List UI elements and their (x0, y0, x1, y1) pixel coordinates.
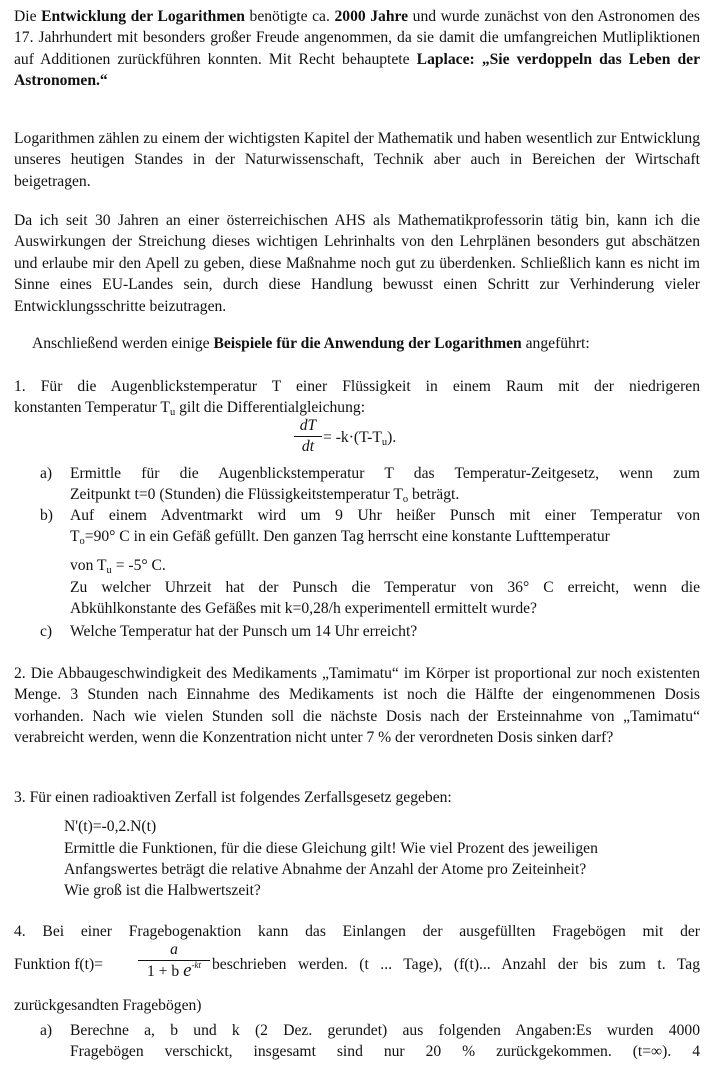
text: beträgt. (408, 486, 460, 503)
text: und wurde zunächst von den Astronomen des 17. Jahrhundert mit besonders großer Freude angenommen, da sie damit die umfangreichen Mutlipliktionen auf Additionen zurückführen konnten. Mit Recht behauptete (14, 8, 701, 68)
text: angeführt: (521, 335, 590, 352)
ex1-b-line-4: Zu welcher Uhrzeit hat der Punsch die Temperatur von 36° C erreicht, wenn die (70, 579, 700, 596)
text: konstanten Temperatur T (14, 399, 170, 416)
ex1-line-1: 1. Für die Augenblickstemperatur T einer Flüssigkeit in einem Raum mit der niedrigeren (14, 378, 700, 395)
ex1-a-label: a) (40, 465, 53, 482)
text: = -k (323, 429, 349, 446)
ex4-line-1: 4. Bei einer Fragebogenaktion kann das Einlangen der ausgefüllten Fragebögen mit der (14, 923, 700, 940)
e-symbol: e (183, 960, 192, 981)
text: T (70, 528, 80, 545)
exponent: -kt (191, 960, 202, 970)
text: · (348, 429, 354, 446)
bold-text: 2000 Jahre (334, 8, 409, 25)
intro-paragraph-2: Logarithmen zählen zu einem der wichtigsten Kapitel der Mathematik und haben wesentlich zur Entwicklung unseres heutigen Standes in der Naturwissenschaft, Technik aber auch in Bereichen der Wirtschaft beigetragen. (14, 130, 700, 190)
laplace-quote: Laplace: „Sie verdoppeln das Leben der Astronomen.“ (14, 50, 700, 90)
subscript: o (79, 536, 85, 547)
subscript: u (381, 437, 388, 448)
ex3-equation: N'(t)=-0,2.N(t) (64, 818, 157, 835)
example-2: 2. Die Abbaugeschwindigkeit des Medikaments „Tamimatu“ im Körper ist proportional zur noch existenten Menge. 3 Stunden nach Einnahme des Medikaments ist noch die Hälfte der eingenommenen Dosis vorhanden. Nach wie vielen Stunden soll die nächste Dosis nach der Ersteinnahme von „Tamimatu“ verabreicht werden, wenn die Konzentration nicht unter 7 % der verordneten Dosis sinken darf? (14, 665, 700, 747)
ex1-a-line-1: Ermittle für die Augenblickstemperatur T das Temperatur-Zeitgesetz, wenn zum (70, 465, 700, 482)
ex1-b-line-1: Auf einem Adventmarkt wird um 9 Uhr heißer Punsch mit einer Temperatur von (70, 507, 700, 524)
logistic-fraction (138, 940, 210, 983)
ex4-a-line-2: Fragebögen verschickt, insgesamt sind nur 20 % zurückgekommen. (t=∞). 4 (70, 1043, 700, 1060)
numerator: a (170, 941, 178, 958)
text: 1 + b (146, 963, 184, 980)
ex4-line-2: beschrieben werden. (t ... Tage), (f(t)... Anzahl der bis zum t. Tag (212, 956, 700, 973)
ex3-line-4: Wie groß ist die Halbwertszeit? (64, 882, 261, 899)
ex1-b-line-2 (70, 526, 700, 549)
subscript: o (402, 494, 409, 505)
text: Die (14, 8, 42, 25)
ex3-line-3: Anfangswertes beträgt die relative Abnahme der Anzahl der Atome pro Zeiteinheit? (64, 861, 587, 878)
examples-intro (32, 333, 702, 354)
bold-text: Entwicklung der Logarithmen (41, 8, 245, 25)
text: (T-T (353, 429, 382, 446)
ex1-b-line-3 (70, 555, 166, 578)
numerator: dT (299, 417, 317, 434)
ex3-line-2: Ermittle die Funktionen, für die diese Gleichung gilt! Wie viel Prozent des jeweiligen (64, 840, 598, 857)
bold-text: Beispiele für die Anwendung der Logarithmen (213, 335, 522, 352)
subscript: u (169, 407, 176, 418)
intro-paragraph-1 (14, 6, 700, 92)
fraction-dT-dt (294, 416, 322, 457)
equation-rhs (323, 427, 396, 450)
ex4-a-line-1: Berechne a, b und k (2 Dez. gerundet) aus folgenden Angaben:Es wurden 4000 (70, 1022, 700, 1039)
text: benötigte ca. (244, 8, 335, 25)
denominator: dt (301, 438, 315, 455)
ex1-b-label: b) (40, 507, 53, 524)
ex1-b-line-5: Abkühlkonstante des Gefäßes mit k=0,28/h experimentell ermittelt wurde? (70, 600, 537, 617)
text: ). (387, 429, 397, 446)
ex1-c-line-1: Welche Temperatur hat der Punsch um 14 Uhr erreicht? (70, 623, 418, 640)
text: gilt die Differentialgleichung: (175, 399, 366, 416)
text: Anschließend werden einige (32, 335, 214, 352)
text: von T (70, 557, 107, 574)
subscript: u (106, 565, 112, 576)
ex4-line-3: zurückgesandten Fragebögen) (14, 997, 202, 1014)
text: = -5° C. (111, 557, 166, 574)
text: Zeitpunkt t=0 (Stunden) die Flüssigkeitstemperatur T (70, 486, 403, 503)
ex1-c-label: c) (40, 623, 53, 640)
ex3-line-1: 3. Für einen radioaktiven Zerfall ist folgendes Zerfallsgesetz gegeben: (14, 789, 452, 806)
ex4-function-label: Funktion f(t)= (14, 956, 103, 973)
ex4-a-label: a) (40, 1022, 53, 1039)
ex1-a-line-2 (70, 484, 459, 507)
text: =90° C in ein Gefäß gefüllt. Den ganzen Tag herrscht eine konstante Lufttemperatur (84, 528, 610, 545)
intro-paragraph-3: Da ich seit 30 Jahren an einer österreichischen AHS als Mathematikprofessorin tätig bin, kann ich die Auswirkungen der Streichung dieses wichtigen Lehrinhalts von den Lehrplänen besonders gut abschätzen und erlaube mir den Apell zu geben, diese Maßnahme noch gut zu überdenken. Schließlich kann es nicht im Sinne eines EU-Landes sein, durch diese Handlung bewusst einen Schritt zur Verhinderung vieler Entwicklungsschritte beizutragen. (14, 212, 700, 315)
denominator (138, 961, 210, 983)
